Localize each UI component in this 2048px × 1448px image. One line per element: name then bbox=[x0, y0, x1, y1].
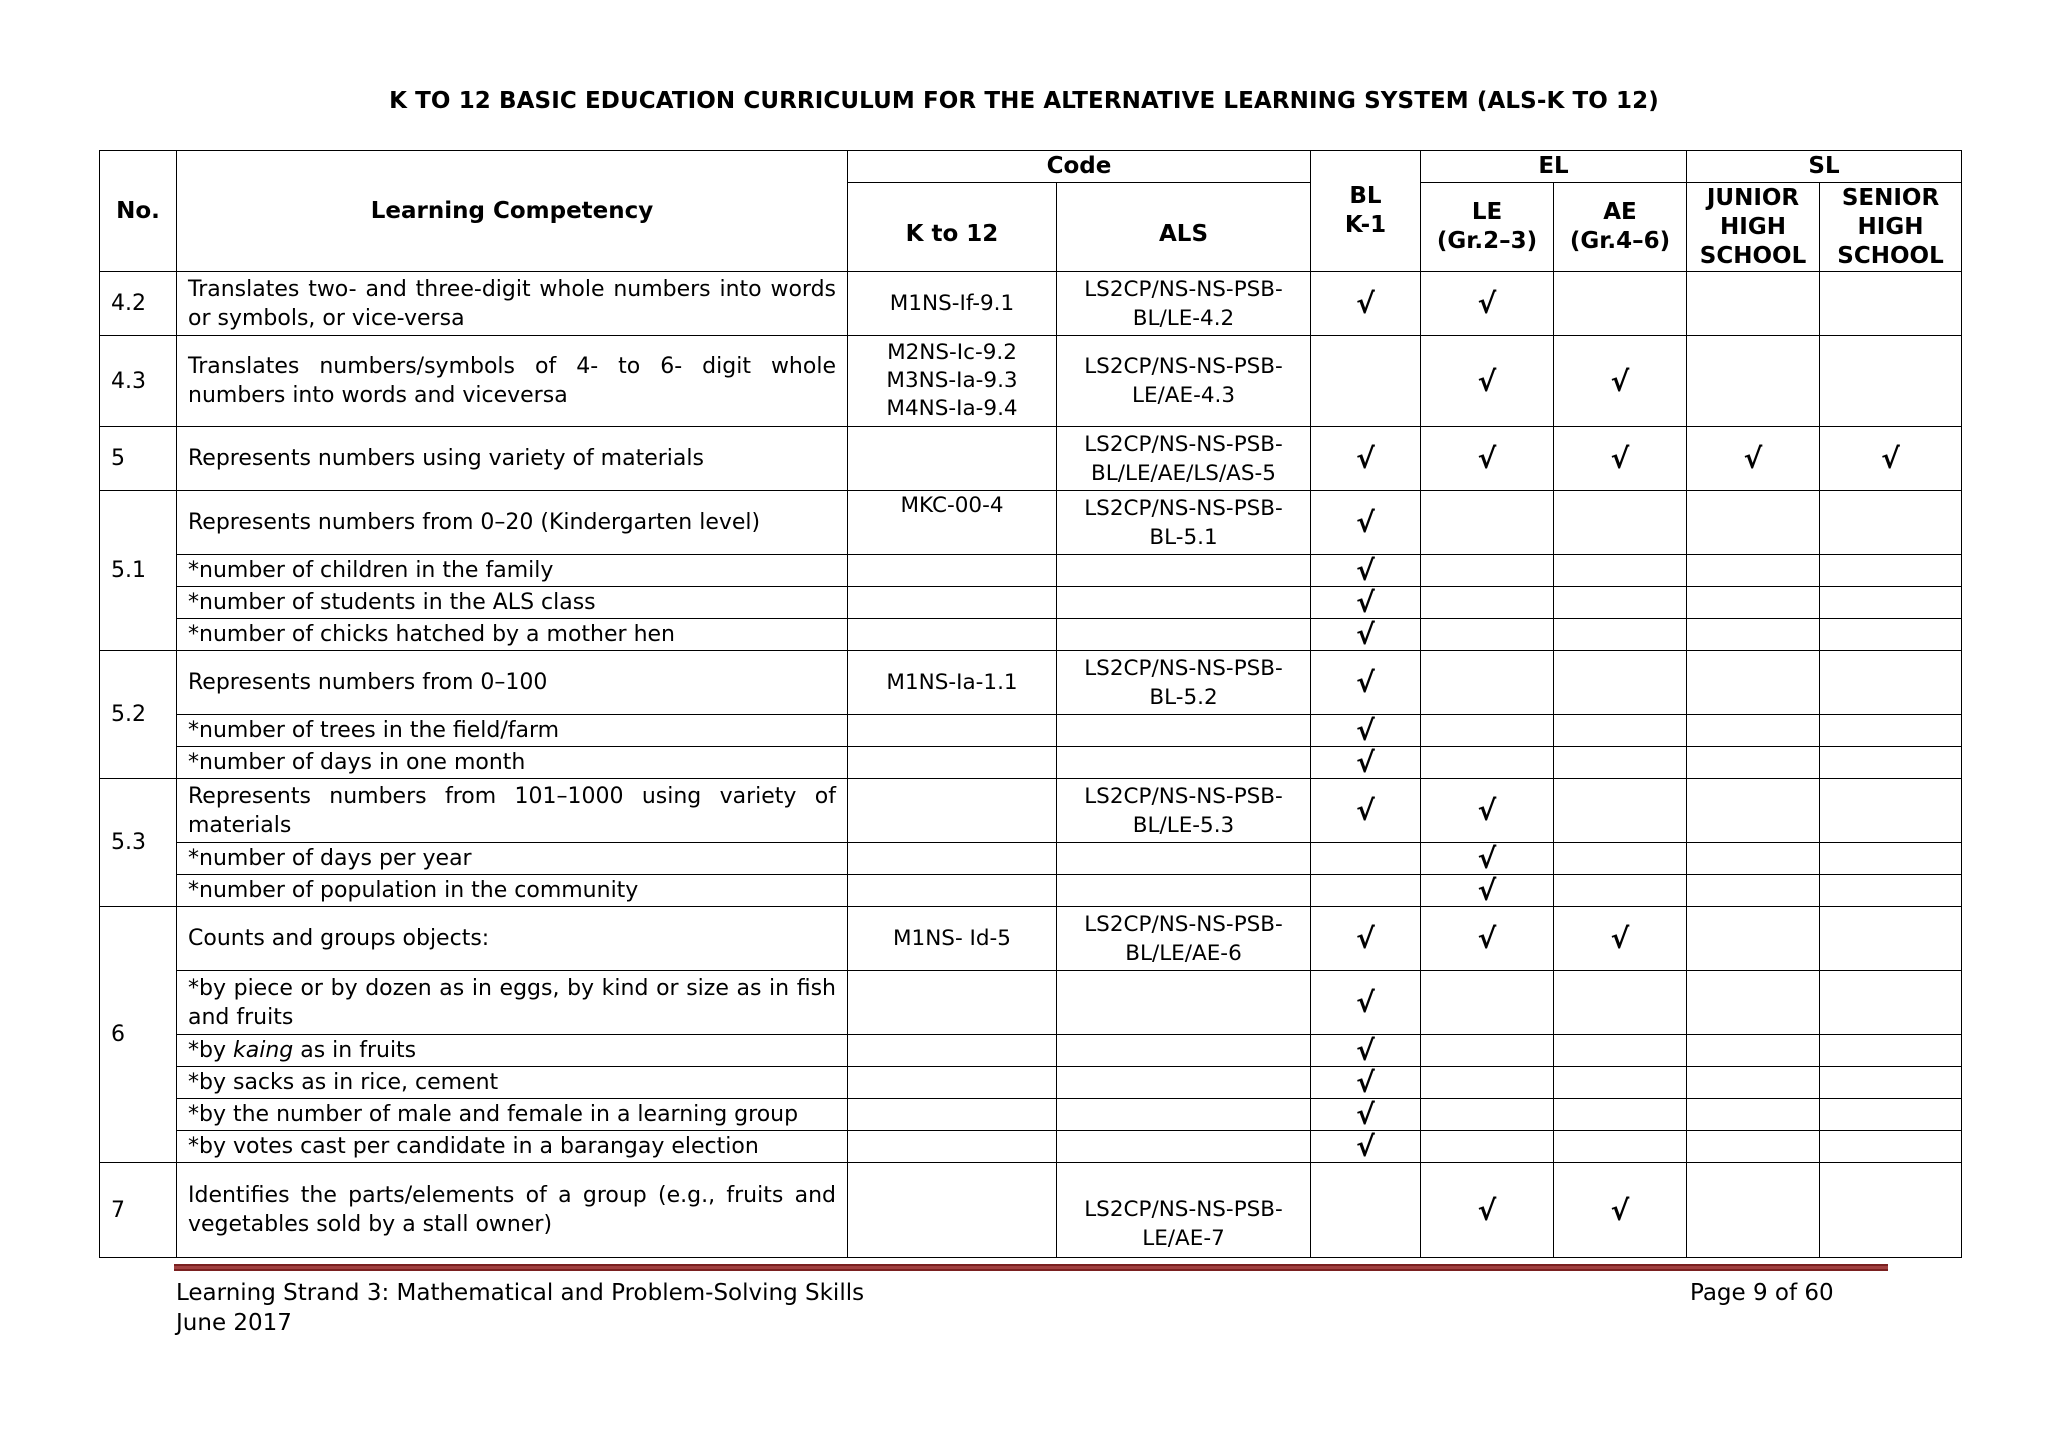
learning-competency: *by votes cast per candidate in a barangay election bbox=[177, 1131, 848, 1163]
k12-code bbox=[848, 651, 1057, 715]
table-row bbox=[100, 619, 1962, 651]
footer-page-number: Page 9 of 60 bbox=[1690, 1280, 1834, 1306]
check-cell-le bbox=[1421, 875, 1554, 907]
competency-number: 4.2 bbox=[100, 272, 177, 336]
check-cell-ae bbox=[1554, 747, 1687, 779]
table-row bbox=[100, 907, 1962, 971]
check-mark-icon: √ bbox=[1356, 794, 1375, 827]
als-code bbox=[1057, 779, 1311, 843]
check-cell-ae bbox=[1554, 1035, 1687, 1067]
learning-competency: Counts and groups objects: bbox=[177, 907, 848, 971]
header-als: ALS bbox=[1057, 183, 1311, 272]
check-cell-shs bbox=[1820, 843, 1962, 875]
check-cell-le bbox=[1421, 907, 1554, 971]
learning-competency: *number of population in the community bbox=[177, 875, 848, 907]
learning-competency bbox=[177, 1035, 848, 1067]
competency-number: 5 bbox=[100, 427, 177, 491]
check-cell-bl bbox=[1311, 747, 1421, 779]
competency-number: 7 bbox=[100, 1163, 177, 1258]
curriculum-table bbox=[99, 150, 1962, 1258]
check-cell-le bbox=[1421, 1131, 1554, 1163]
check-mark-icon: √ bbox=[1477, 1193, 1497, 1227]
competency-text-part: as in fruits bbox=[293, 1038, 417, 1063]
check-mark-icon: √ bbox=[1477, 874, 1497, 907]
learning-competency: *by the number of male and female in a learning group bbox=[177, 1099, 848, 1131]
header-code: Code bbox=[848, 151, 1311, 183]
check-mark-icon: √ bbox=[1477, 842, 1497, 875]
check-cell-bl bbox=[1311, 715, 1421, 747]
als-code bbox=[1057, 843, 1311, 875]
competency-number: 5.2 bbox=[100, 651, 177, 779]
header-le-label: LE bbox=[1471, 199, 1503, 225]
learning-competency: Represents numbers from 101–1000 using variety of materials bbox=[177, 779, 848, 843]
check-cell-le bbox=[1421, 779, 1554, 843]
k12-code bbox=[848, 907, 1057, 971]
check-cell-bl bbox=[1311, 779, 1421, 843]
table-row bbox=[100, 272, 1962, 336]
als-code-line: LS2CP/NS-NS-PSB- bbox=[1084, 431, 1283, 457]
als-code bbox=[1057, 336, 1311, 427]
header-junior-high-school bbox=[1687, 183, 1820, 272]
header-ae-label: AE bbox=[1603, 199, 1637, 225]
k12-code bbox=[848, 587, 1057, 619]
check-mark-icon: √ bbox=[1356, 922, 1375, 955]
check-cell-le bbox=[1421, 651, 1554, 715]
check-cell-le bbox=[1421, 1163, 1554, 1258]
header-shs-line: SENIOR bbox=[1841, 184, 1940, 211]
header-el: EL bbox=[1421, 151, 1687, 183]
header-le bbox=[1421, 183, 1554, 272]
check-mark-icon: √ bbox=[1356, 442, 1375, 475]
header-no: No. bbox=[100, 151, 177, 272]
table-row bbox=[100, 1131, 1962, 1163]
k12-code bbox=[848, 1163, 1057, 1258]
check-cell-bl bbox=[1311, 336, 1421, 427]
check-cell-bl bbox=[1311, 1099, 1421, 1131]
check-mark-icon: √ bbox=[1356, 618, 1375, 651]
check-cell-jhs bbox=[1687, 491, 1820, 555]
check-cell-bl bbox=[1311, 1131, 1421, 1163]
table-row bbox=[100, 651, 1962, 715]
check-cell-shs bbox=[1820, 1131, 1962, 1163]
k12-code bbox=[848, 272, 1057, 336]
table-row bbox=[100, 747, 1962, 779]
als-code-line: LS2CP/NS-NS-PSB- bbox=[1084, 276, 1283, 302]
als-code bbox=[1057, 1035, 1311, 1067]
als-code bbox=[1057, 491, 1311, 555]
check-cell-le bbox=[1421, 747, 1554, 779]
check-cell-shs bbox=[1820, 651, 1962, 715]
check-mark-icon: √ bbox=[1477, 794, 1497, 827]
check-cell-jhs bbox=[1687, 651, 1820, 715]
check-cell-bl bbox=[1311, 555, 1421, 587]
check-cell-ae bbox=[1554, 1131, 1687, 1163]
check-cell-ae bbox=[1554, 971, 1687, 1035]
als-code bbox=[1057, 1163, 1311, 1258]
als-code bbox=[1057, 651, 1311, 715]
als-code-line: BL-5.1 bbox=[1149, 524, 1218, 550]
als-code-line: BL/LE/AE-6 bbox=[1125, 940, 1242, 966]
k12-code bbox=[848, 1131, 1057, 1163]
learning-competency: Translates two- and three-digit whole numbers into words or symbols, or vice-versa bbox=[177, 272, 848, 336]
table-row bbox=[100, 336, 1962, 427]
check-cell-jhs bbox=[1687, 427, 1820, 491]
als-code bbox=[1057, 555, 1311, 587]
check-cell-bl bbox=[1311, 587, 1421, 619]
als-code bbox=[1057, 1067, 1311, 1099]
check-mark-icon: √ bbox=[1356, 554, 1375, 587]
check-cell-le bbox=[1421, 715, 1554, 747]
check-cell-shs bbox=[1820, 715, 1962, 747]
check-cell-jhs bbox=[1687, 1035, 1820, 1067]
als-code bbox=[1057, 875, 1311, 907]
header-jhs-line: JUNIOR bbox=[1706, 184, 1800, 211]
table-row bbox=[100, 587, 1962, 619]
als-code-line: LS2CP/NS-NS-PSB- bbox=[1084, 495, 1283, 521]
check-cell-jhs bbox=[1687, 272, 1820, 336]
learning-competency: Represents numbers from 0–100 bbox=[177, 651, 848, 715]
check-cell-jhs bbox=[1687, 875, 1820, 907]
check-cell-shs bbox=[1820, 907, 1962, 971]
check-mark-icon: √ bbox=[1356, 586, 1375, 619]
k12-code bbox=[848, 875, 1057, 907]
k12-code-line: MKC-00-4 bbox=[900, 493, 1004, 518]
table-row bbox=[100, 715, 1962, 747]
check-mark-icon: √ bbox=[1356, 287, 1375, 320]
table-row bbox=[100, 843, 1962, 875]
check-cell-ae bbox=[1554, 843, 1687, 875]
footer-strand: Learning Strand 3: Mathematical and Problem-Solving Skills bbox=[176, 1280, 865, 1306]
check-cell-le bbox=[1421, 971, 1554, 1035]
als-code-line: LS2CP/NS-NS-PSB- bbox=[1084, 354, 1283, 379]
check-cell-shs bbox=[1820, 1035, 1962, 1067]
check-cell-shs bbox=[1820, 875, 1962, 907]
k12-code bbox=[848, 715, 1057, 747]
check-cell-shs bbox=[1820, 747, 1962, 779]
k12-code-line: M1NS-Ia-1.1 bbox=[886, 670, 1018, 695]
k12-code bbox=[848, 427, 1057, 491]
k12-code bbox=[848, 555, 1057, 587]
table-row bbox=[100, 875, 1962, 907]
header-k-to-12: K to 12 bbox=[848, 183, 1057, 272]
document-title: K TO 12 BASIC EDUCATION CURRICULUM FOR THE ALTERNATIVE LEARNING SYSTEM (ALS-K TO 12) bbox=[389, 88, 1659, 114]
check-mark-icon: √ bbox=[1356, 506, 1375, 539]
table-row bbox=[100, 1067, 1962, 1099]
check-cell-shs bbox=[1820, 587, 1962, 619]
check-cell-shs bbox=[1820, 619, 1962, 651]
competency-text-part: *by bbox=[188, 1038, 233, 1063]
check-cell-jhs bbox=[1687, 1099, 1820, 1131]
als-code bbox=[1057, 907, 1311, 971]
check-cell-jhs bbox=[1687, 1163, 1820, 1258]
learning-competency: Identifies the parts/elements of a group (e.g., fruits and vegetables sold by a stall owner) bbox=[177, 1163, 848, 1258]
learning-competency: *number of days per year bbox=[177, 843, 848, 875]
als-code bbox=[1057, 747, 1311, 779]
check-cell-jhs bbox=[1687, 747, 1820, 779]
als-code bbox=[1057, 1131, 1311, 1163]
check-mark-icon: √ bbox=[1610, 1193, 1630, 1227]
check-mark-icon: √ bbox=[1356, 746, 1375, 779]
learning-competency: *number of days in one month bbox=[177, 747, 848, 779]
check-cell-bl bbox=[1311, 875, 1421, 907]
check-mark-icon: √ bbox=[1356, 666, 1375, 699]
k12-code-line: M3NS-Ia-9.3 bbox=[886, 368, 1018, 393]
k12-code bbox=[848, 336, 1057, 427]
competency-number: 5.3 bbox=[100, 779, 177, 907]
als-code bbox=[1057, 427, 1311, 491]
table-row bbox=[100, 555, 1962, 587]
header-senior-high-school bbox=[1820, 183, 1962, 272]
check-cell-le bbox=[1421, 336, 1554, 427]
check-mark-icon: √ bbox=[1356, 1034, 1375, 1067]
k12-code-line: M2NS-Ic-9.2 bbox=[887, 340, 1017, 365]
check-cell-le bbox=[1421, 491, 1554, 555]
k12-code-line: M4NS-Ia-9.4 bbox=[886, 396, 1018, 421]
footer-date: June 2017 bbox=[176, 1310, 292, 1336]
check-mark-icon: √ bbox=[1356, 1098, 1375, 1131]
header-le-sub: (Gr.2–3) bbox=[1436, 228, 1538, 254]
als-code-line: LS2CP/NS-NS-PSB- bbox=[1084, 1197, 1283, 1222]
header-bl-label: BL bbox=[1349, 183, 1382, 209]
footer-divider bbox=[174, 1264, 1888, 1271]
check-cell-bl bbox=[1311, 619, 1421, 651]
als-code-line: BL-5.2 bbox=[1149, 684, 1218, 710]
check-cell-ae bbox=[1554, 1099, 1687, 1131]
check-cell-jhs bbox=[1687, 1067, 1820, 1099]
als-code-line: LE/AE-4.3 bbox=[1131, 383, 1236, 408]
check-cell-bl bbox=[1311, 651, 1421, 715]
header-shs-line: HIGH bbox=[1857, 213, 1924, 240]
k12-code bbox=[848, 1035, 1057, 1067]
check-cell-bl bbox=[1311, 1035, 1421, 1067]
k12-code bbox=[848, 1067, 1057, 1099]
als-code-line: BL/LE/AE/LS/AS-5 bbox=[1091, 460, 1276, 486]
header-bl bbox=[1311, 151, 1421, 272]
check-cell-bl bbox=[1311, 971, 1421, 1035]
als-code-line: LS2CP/NS-NS-PSB- bbox=[1084, 783, 1283, 809]
check-mark-icon: √ bbox=[1477, 442, 1497, 475]
learning-competency: *by sacks as in rice, cement bbox=[177, 1067, 848, 1099]
header-sl: SL bbox=[1687, 151, 1962, 183]
check-cell-le bbox=[1421, 843, 1554, 875]
k12-code bbox=[848, 971, 1057, 1035]
check-cell-shs bbox=[1820, 491, 1962, 555]
check-cell-ae bbox=[1554, 427, 1687, 491]
k12-code bbox=[848, 1099, 1057, 1131]
als-code bbox=[1057, 587, 1311, 619]
check-cell-ae bbox=[1554, 779, 1687, 843]
table-row bbox=[100, 1163, 1962, 1258]
table-row bbox=[100, 971, 1962, 1035]
check-mark-icon: √ bbox=[1477, 364, 1497, 398]
check-cell-bl bbox=[1311, 427, 1421, 491]
check-cell-ae bbox=[1554, 715, 1687, 747]
learning-competency: Represents numbers using variety of materials bbox=[177, 427, 848, 491]
check-cell-le bbox=[1421, 427, 1554, 491]
check-mark-icon: √ bbox=[1610, 442, 1630, 475]
k12-code bbox=[848, 843, 1057, 875]
check-cell-bl bbox=[1311, 1067, 1421, 1099]
check-cell-le bbox=[1421, 587, 1554, 619]
footer-left bbox=[176, 1278, 864, 1338]
check-cell-le bbox=[1421, 555, 1554, 587]
check-cell-shs bbox=[1820, 272, 1962, 336]
check-cell-bl bbox=[1311, 1163, 1421, 1258]
check-cell-shs bbox=[1820, 1099, 1962, 1131]
check-cell-ae bbox=[1554, 907, 1687, 971]
k12-code bbox=[848, 779, 1057, 843]
check-mark-icon: √ bbox=[1356, 1130, 1375, 1163]
table-row bbox=[100, 1099, 1962, 1131]
k12-code bbox=[848, 491, 1057, 555]
als-code bbox=[1057, 1099, 1311, 1131]
als-code-line: LE/AE-7 bbox=[1142, 1226, 1225, 1251]
header-ae-sub: (Gr.4–6) bbox=[1569, 228, 1671, 254]
learning-competency: *number of trees in the field/farm bbox=[177, 715, 848, 747]
competency-text-part: kaing bbox=[232, 1038, 294, 1063]
check-cell-ae bbox=[1554, 651, 1687, 715]
learning-competency: *number of chicks hatched by a mother hen bbox=[177, 619, 848, 651]
check-cell-jhs bbox=[1687, 715, 1820, 747]
check-cell-ae bbox=[1554, 1163, 1687, 1258]
check-cell-shs bbox=[1820, 427, 1962, 491]
check-cell-bl bbox=[1311, 907, 1421, 971]
check-cell-le bbox=[1421, 1035, 1554, 1067]
k12-code-line: M1NS-If-9.1 bbox=[889, 291, 1015, 316]
check-cell-le bbox=[1421, 272, 1554, 336]
header-learning-competency: Learning Competency bbox=[177, 151, 848, 272]
learning-competency: *number of children in the family bbox=[177, 555, 848, 587]
k12-code bbox=[848, 619, 1057, 651]
check-mark-icon: √ bbox=[1477, 922, 1497, 955]
check-cell-ae bbox=[1554, 272, 1687, 336]
check-cell-le bbox=[1421, 619, 1554, 651]
check-cell-bl bbox=[1311, 843, 1421, 875]
check-cell-shs bbox=[1820, 1067, 1962, 1099]
check-cell-jhs bbox=[1687, 336, 1820, 427]
check-cell-le bbox=[1421, 1067, 1554, 1099]
check-cell-ae bbox=[1554, 491, 1687, 555]
check-cell-shs bbox=[1820, 971, 1962, 1035]
check-cell-ae bbox=[1554, 619, 1687, 651]
als-code-line: LS2CP/NS-NS-PSB- bbox=[1084, 911, 1283, 937]
als-code-line: BL/LE-4.2 bbox=[1132, 305, 1235, 331]
learning-competency: Represents numbers from 0–20 (Kindergarten level) bbox=[177, 491, 848, 555]
check-cell-ae bbox=[1554, 1067, 1687, 1099]
check-cell-shs bbox=[1820, 336, 1962, 427]
check-cell-le bbox=[1421, 1099, 1554, 1131]
check-cell-jhs bbox=[1687, 779, 1820, 843]
als-code-line: LS2CP/NS-NS-PSB- bbox=[1084, 655, 1283, 681]
check-cell-jhs bbox=[1687, 1131, 1820, 1163]
check-mark-icon: √ bbox=[1356, 986, 1375, 1019]
als-code bbox=[1057, 272, 1311, 336]
k12-code bbox=[848, 747, 1057, 779]
als-code-line: BL/LE-5.3 bbox=[1132, 812, 1235, 838]
check-cell-ae bbox=[1554, 587, 1687, 619]
table-row bbox=[100, 1035, 1962, 1067]
als-code bbox=[1057, 715, 1311, 747]
k12-code-line: M1NS- Id-5 bbox=[893, 926, 1011, 951]
header-jhs-line: SCHOOL bbox=[1699, 242, 1807, 269]
check-cell-ae bbox=[1554, 555, 1687, 587]
als-code bbox=[1057, 971, 1311, 1035]
learning-competency: *by piece or by dozen as in eggs, by kind or size as in fish and fruits bbox=[177, 971, 848, 1035]
learning-competency: *number of students in the ALS class bbox=[177, 587, 848, 619]
header-jhs-line: HIGH bbox=[1720, 213, 1786, 240]
check-mark-icon: √ bbox=[1610, 364, 1630, 398]
competency-number: 6 bbox=[100, 907, 177, 1163]
header-shs-line: SCHOOL bbox=[1837, 242, 1944, 269]
check-cell-jhs bbox=[1687, 619, 1820, 651]
check-mark-icon: √ bbox=[1610, 922, 1630, 955]
table-row bbox=[100, 779, 1962, 843]
table-row bbox=[100, 491, 1962, 555]
table-body bbox=[100, 272, 1962, 1258]
check-cell-jhs bbox=[1687, 907, 1820, 971]
als-code bbox=[1057, 619, 1311, 651]
check-cell-ae bbox=[1554, 336, 1687, 427]
check-cell-jhs bbox=[1687, 971, 1820, 1035]
check-mark-icon: √ bbox=[1881, 442, 1900, 475]
check-cell-shs bbox=[1820, 555, 1962, 587]
check-cell-jhs bbox=[1687, 555, 1820, 587]
check-mark-icon: √ bbox=[1356, 1066, 1375, 1099]
competency-number: 5.1 bbox=[100, 491, 177, 651]
check-cell-ae bbox=[1554, 875, 1687, 907]
table-header bbox=[100, 151, 1962, 272]
check-cell-jhs bbox=[1687, 843, 1820, 875]
header-bl-sub: K-1 bbox=[1344, 212, 1387, 238]
learning-competency: Translates numbers/symbols of 4- to 6- digit whole numbers into words and viceversa bbox=[177, 336, 848, 427]
table-row bbox=[100, 427, 1962, 491]
check-mark-icon: √ bbox=[1743, 442, 1763, 475]
check-cell-bl bbox=[1311, 272, 1421, 336]
check-cell-shs bbox=[1820, 779, 1962, 843]
competency-number: 4.3 bbox=[100, 336, 177, 427]
header-ae bbox=[1554, 183, 1687, 272]
check-cell-shs bbox=[1820, 1163, 1962, 1258]
check-cell-jhs bbox=[1687, 587, 1820, 619]
check-cell-bl bbox=[1311, 491, 1421, 555]
check-mark-icon: √ bbox=[1356, 714, 1375, 747]
check-mark-icon: √ bbox=[1477, 287, 1497, 320]
